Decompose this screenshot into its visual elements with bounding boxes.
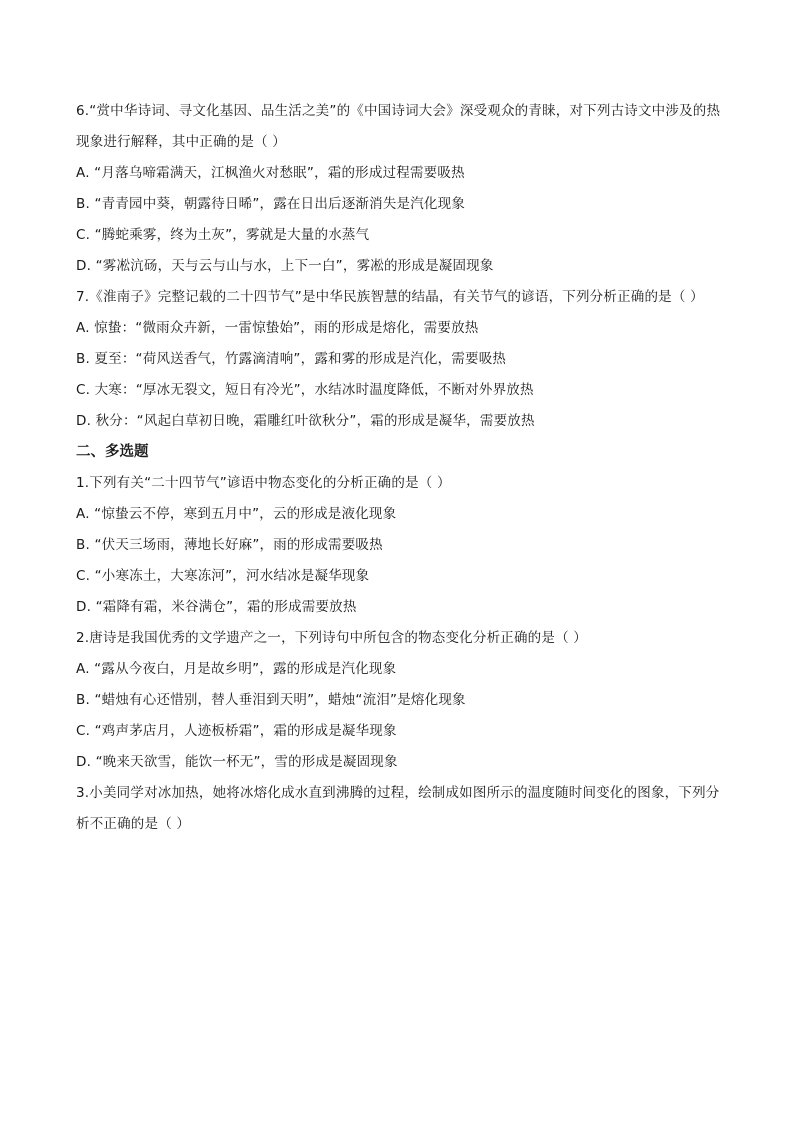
multi-question-2-option-a: A. “露从今夜白，月是故乡明”，露的形成是汽化现象 [76, 661, 397, 677]
multi-question-1-option-d: D. “霜降有霜，米谷满仓”，霜的形成需要放热 [76, 599, 357, 615]
section-title-multiple-choice: 二、多选题 [76, 444, 149, 460]
multi-question-2-stem: 2.唐诗是我国优秀的文学遗产之一，下列诗句中所包含的物态变化分析正确的是（ ） [76, 630, 587, 646]
multi-question-3-stem: 3.小美同学对冰加热，她将冰熔化成水直到沸腾的过程，绘制成如图所示的温度随时间变化的图象，下列分析不正确的是（ ） [76, 785, 720, 832]
question-7-stem: 7.《淮南子》完整记载的二十四节气”是中华民族智慧的结晶，有关节气的谚语，下列分析正确的是（ ） [76, 289, 704, 305]
question-6-option-c: C. “腾蛇乘雾，终为土灰”，雾就是大量的水蒸气 [76, 227, 370, 243]
multi-question-2-option-b: B. “蜡烛有心还惜别，替人垂泪到天明”，蜡烛“流泪”是熔化现象 [76, 692, 466, 708]
question-7-option-c: C. 大寒：“厚冰无裂文，短日有冷光”，水结冰时温度降低，不断对外界放热 [76, 382, 534, 398]
multi-question-1-option-b: B. “伏天三场雨，薄地长好麻”，雨的形成需要吸热 [76, 537, 383, 553]
multi-question-1-stem: 1.下列有关“二十四节气”谚语中物态变化的分析正确的是（ ） [76, 475, 451, 491]
multi-question-2-option-c: C. “鸡声茅店月，人迹板桥霜”，霜的形成是凝华现象 [76, 723, 397, 739]
question-6-option-a: A. “月落乌啼霜满天，江枫渔火对愁眠”，霜的形成过程需要吸热 [76, 165, 465, 181]
multi-question-1-option-a: A. “惊蛰云不停，寒到五月中”，云的形成是液化现象 [76, 506, 397, 522]
document-page [76, 96, 726, 840]
question-7-option-a: A. 惊蛰：“微雨众卉新，一雷惊蛰始”，雨的形成是熔化，需要放热 [76, 320, 479, 336]
question-6-option-b: B. “青青园中葵，朝露待日晞”，露在日出后逐渐消失是汽化现象 [76, 196, 466, 212]
multi-question-2-option-d: D. “晚来天欲雪，能饮一杯无”，雪的形成是凝固现象 [76, 754, 398, 770]
question-7-option-d: D. 秋分：“风起白草初日晚，霜雕红叶欲秋分”，霜的形成是凝华，需要放热 [76, 413, 535, 429]
question-7-option-b: B. 夏至：“荷风送香气，竹露滴清响”，露和雾的形成是汽化，需要吸热 [76, 351, 507, 367]
question-6-stem: 6.“赏中华诗词、寻文化基因、品生活之美”的《中国诗词大会》深受观众的青睐，对下列古诗文中涉及的热现象进行解释，其中正确的是（ ） [76, 103, 721, 150]
multi-question-1-option-c: C. “小寒冻土，大寒冻河”，河水结冰是凝华现象 [76, 568, 370, 584]
question-6-option-d: D. “雾凇沆砀，天与云与山与水，上下一白”，雾凇的形成是凝固现象 [76, 258, 494, 274]
